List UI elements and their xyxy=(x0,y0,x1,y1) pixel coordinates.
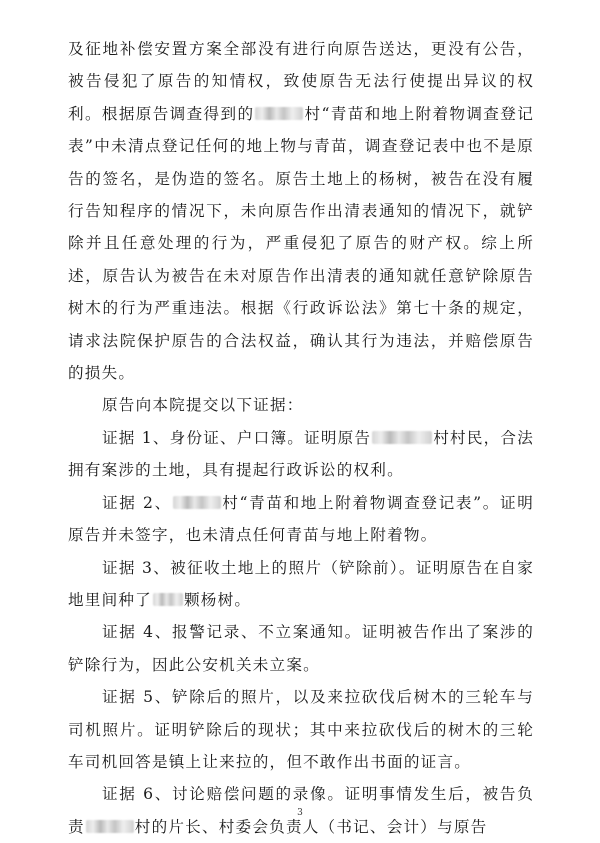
text-segment: 证据 4、报警记录、不立案通知。证明被告作出了案涉的铲除行为，因此公安机关未立案。 xyxy=(68,623,534,674)
paragraph-p3 xyxy=(68,422,534,487)
text-segment: 证据 5、铲除后的照片，以及来拉砍伐后树木的三轮车与司机照片。证明铲除后的现状；其中来拉砍伐后的树木的三轮车司机回答是镇上让来拉的，但不敢作出书面的证言。 xyxy=(68,688,534,771)
text-segment: 证据 1、身份证、户口簿。证明原告 xyxy=(102,428,372,447)
text-segment: 村的片长、村委会负责人（书记、会计）与原告 xyxy=(134,817,488,836)
text-segment: 村村民，合法拥有案涉的土地，具有提起行政诉讼的权利。 xyxy=(68,428,535,480)
text-segment: 证据 6、讨论赔偿问题的录像。证明事情发生后，被告负责 xyxy=(68,785,534,836)
document-body xyxy=(68,33,534,843)
text-segment: 村“青苗和地上附着物调查登记表”。证明原告并未签字，也未清点任何青苗与地上附着物。 xyxy=(68,493,534,545)
redacted-name xyxy=(255,107,303,120)
paragraph-p5 xyxy=(68,552,534,617)
paragraph-p1 xyxy=(68,33,534,389)
text-segment: 颗杨树。 xyxy=(183,590,252,609)
paragraph-p2 xyxy=(68,389,534,421)
page-number: 3 xyxy=(297,808,303,818)
redacted-name xyxy=(173,496,221,509)
redacted-name xyxy=(86,820,134,833)
redacted-name xyxy=(153,593,183,606)
text-segment: 村“青苗和地上附着物调查登记表”中未清点登记任何的地上物与青苗，调查登记表中也不是原告的签名，是伪造的签名。原告土地上的杨树，被告在没有履行告知程序的情况下，未向原告作出清表通知的情况下，就铲除并且任意处理的行为，严重侵犯了原告的财产权。综上所述，原告认为被告在未对原告作出清表的通知就任意铲除原告树木的行为严重违法。根据《行政诉讼法》第七十条的规定，请求法院保护原告的合法权益，确认其行为违法，并赔偿原告的损失。 xyxy=(68,104,534,383)
paragraph-p6 xyxy=(68,616,534,681)
text-segment: 原告向本院提交以下证据： xyxy=(102,396,304,415)
paragraph-p7 xyxy=(68,681,534,778)
redacted-name xyxy=(372,431,432,444)
text-segment: 及征地补偿安置方案全部没有进行向原告送达，更没有公告，被告侵犯了原告的知情权，致使原告无法行使提出异议的权利。根据原告调查得到的 xyxy=(68,40,534,123)
text-segment: 证据 2、 xyxy=(102,493,172,512)
text-segment: 证据 3、被征收土地上的照片（铲除前）。证明原告在自家地里间种了 xyxy=(68,558,534,609)
paragraph-p4 xyxy=(68,487,534,552)
